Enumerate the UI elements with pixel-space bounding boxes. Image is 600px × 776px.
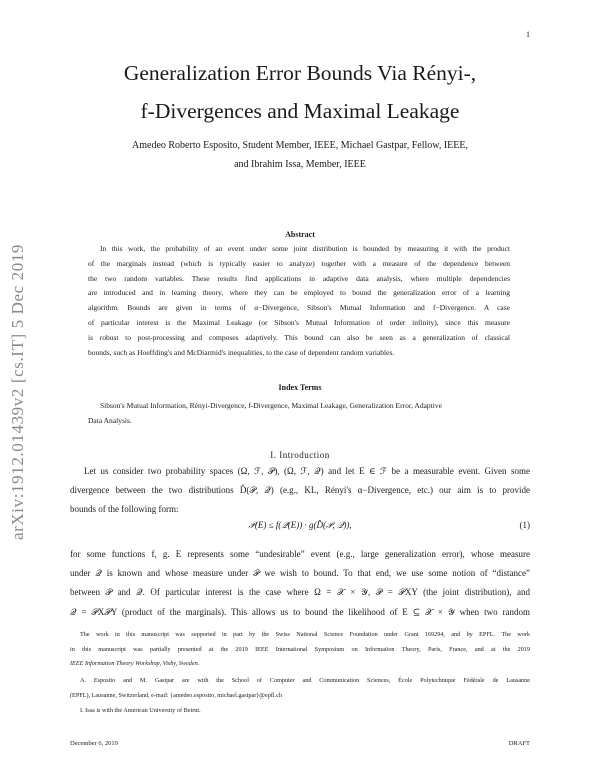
intro-line: bounds of the following form: xyxy=(70,504,179,515)
abstract-line: of particular interest is the Maximal Leakage (or Sibson's Mutual Information of order infinity), since this measure xyxy=(88,317,510,327)
equation-number: (1) xyxy=(519,520,530,530)
footnote-line: in this manuscript was partially presented at the 2019 IEEE International Symposium on Information Theory, Paris, France, and at the 2019 xyxy=(70,645,530,653)
footnote-line: I. Issa is with the American University of Beirut. xyxy=(80,707,201,714)
authors-line-1: Amedeo Roberto Esposito, Student Member, IEEE, Michael Gastpar, Fellow, IEEE, xyxy=(132,140,468,151)
intro-line: Let us consider two probability spaces (Ω, ℱ, 𝒫), (Ω, ℱ, 𝒬) and let E ∈ ℱ be a measurable event. Given some xyxy=(84,466,530,476)
equation-body: 𝒫(E) ≤ f(𝒬(E)) · g(D̂(𝒫, 𝒬)), xyxy=(248,520,352,530)
introduction-paragraph-2 xyxy=(70,545,530,622)
abstract-line: algorithm. Bounds are given in terms of α−Divergence, Sibson's Mutual Information and f−Divergence. A case xyxy=(88,303,510,313)
abstract-heading: Abstract xyxy=(285,230,315,239)
introduction-heading: I. Introduction xyxy=(270,450,330,460)
abstract-line: bounds, such as Hoeffding's and McDiarmid's inequalities, to the case of dependent random variables. xyxy=(88,347,395,357)
index-terms-line: Data Analysis. xyxy=(88,415,132,425)
paper-title-line-1: Generalization Error Bounds Via Rényi-, xyxy=(123,61,477,85)
index-terms-body xyxy=(88,399,510,429)
abstract-line: is robust to post-processing and composes adaptively. This bound can also be seen as a generalization of classical xyxy=(88,332,510,342)
authors-line-2: and Ibrahim Issa, Member, IEEE xyxy=(234,159,366,170)
abstract-line: of the marginals instead (which is typically easier to analyze) together with a measure of the dependence between xyxy=(88,258,510,268)
intro-line: divergence between the two distributions D̂(𝒫, 𝒬) (e.g., KL, Rényi's α−Divergence, etc.) our aim is to provide xyxy=(70,485,530,496)
footer-date: December 6, 2019 xyxy=(70,740,118,747)
footnote-line: The work in this manuscript was supported in part by the Swiss National Science Foundation under Grant 169294, and by EPFL. The work xyxy=(80,631,530,638)
footnote-funding xyxy=(70,628,530,672)
footnote-line: IEEE Information Theory Workshop, Visby, Sweden. xyxy=(70,660,200,667)
footer-draft-label: DRAFT xyxy=(508,740,530,747)
arxiv-stamp: arXiv:1912.01439v2 [cs.IT] 5 Dec 2019 xyxy=(8,243,27,540)
intro-line: under 𝒬 is known and whose measure under 𝒫 we wish to bound. To that end, we use some notion of “distance” xyxy=(70,568,530,579)
introduction-paragraph-1 xyxy=(70,462,530,520)
footnote-line: A. Esposito and M. Gastpar are with the School of Computer and Communication Sciences, École Polytechnique Fédérale de Lausanne xyxy=(80,677,530,684)
index-terms-heading: Index Terms xyxy=(278,383,322,392)
abstract-line: are introduced and in learning theory, where they can be employed to bound the generalization error of a learning xyxy=(88,288,510,298)
paper-title-line-2: f-Divergences and Maximal Leakage xyxy=(140,99,460,123)
footnote-affiliation-2 xyxy=(70,704,530,719)
intro-line: between 𝒫 and 𝒬. Of particular interest is the case where Ω = 𝒳 × 𝒴, 𝒫 = 𝒫XY (the joint distribution), and xyxy=(70,587,530,598)
intro-line: 𝒬 = 𝒫X𝒫Y (product of the marginals). This allows us to bound the likelihood of E ⊆ 𝒳 × 𝒴 when two random xyxy=(70,606,530,617)
abstract-line: In this work, the probability of an event under some joint distribution is bounded by measuring it with the product xyxy=(100,244,510,253)
footnote-affiliation-1 xyxy=(70,674,530,703)
page-number: 1 xyxy=(526,30,530,39)
abstract-body xyxy=(88,242,510,360)
intro-line: for some functions f, g. E represents some “undesirable” event (e.g., large generalization error), whose measure xyxy=(70,549,530,559)
footnote-line: (EPFL), Lausanne, Switzerland, e-mail: {amedeo.esposito, michael.gastpar}@epfl.ch xyxy=(70,691,282,699)
abstract-line: the two random variables. These results find applications in adaptive data analysis, where multiple dependencies xyxy=(88,273,510,283)
index-terms-line: Sibson's Mutual Information, Rényi-Divergence, f-Divergence, Maximal Leakage, Generalization Error, Adaptive xyxy=(100,401,442,410)
